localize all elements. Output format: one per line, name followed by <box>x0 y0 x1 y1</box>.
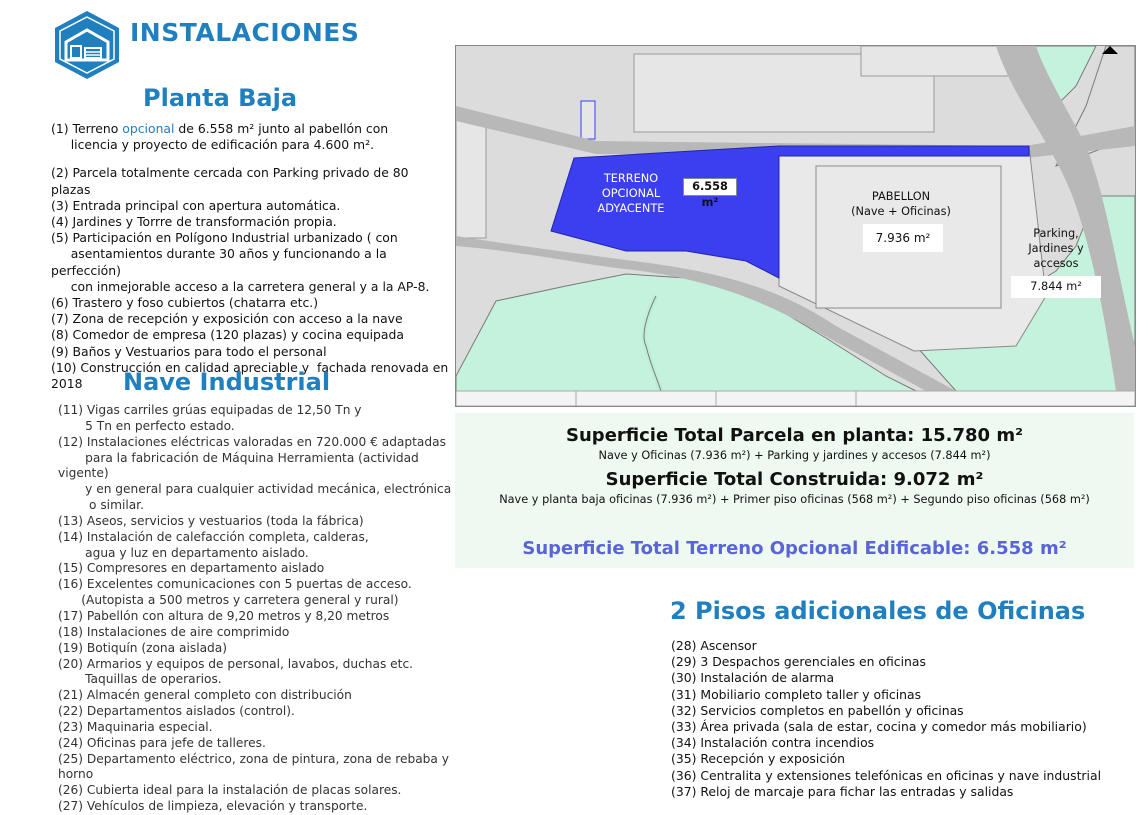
pabellon-label: PABELLON (Nave + Oficinas) <box>851 190 951 218</box>
building <box>581 101 595 139</box>
title-block <box>456 391 1135 406</box>
list-item: (1) Terreno opcional de 6.558 m² junto al pabellón con licencia y proyecto de edificación para 4.600 m². <box>51 121 389 153</box>
parcela-detail: Nave y Oficinas (7.936 m²) + Parking y jardines y accesos (7.844 m²) <box>598 449 991 462</box>
planta-baja-list <box>51 121 451 392</box>
pisos-title: 2 Pisos adicionales de Oficinas <box>670 597 1086 625</box>
construida-total: Superficie Total Construida: 9.072 m² <box>605 469 984 490</box>
list-item: (32) Servicios completos en pabellón y oficinas <box>671 702 964 718</box>
terreno-area: 6.558 m² <box>683 178 737 196</box>
list-item: (10) Construcción en calidad apreciable y fachada renovada en 2018 <box>51 359 453 392</box>
list-item: (30) Instalación de alarma <box>671 670 835 686</box>
list-item: (29) 3 Despachos gerenciales en oficinas <box>671 654 926 670</box>
list-item: (4) Jardines y Torrre de transformación propia. <box>51 214 337 230</box>
list-item: (21) Almacén general completo con distribución <box>58 688 352 703</box>
optional-highlight: opcional <box>122 121 175 136</box>
surface-stats <box>455 413 1134 568</box>
list-item: (37) Reloj de marcaje para fichar las entradas y salidas <box>671 783 1014 799</box>
parking-label: Parking, Jardines y accesos <box>1028 227 1084 270</box>
list-item: (28) Ascensor <box>671 638 757 653</box>
pabellon-area: 7.936 m² <box>863 224 943 252</box>
list-item: (33) Área privada (sala de estar, cocina y comedor más mobiliario) <box>671 719 1087 735</box>
list-item: (19) Botiquín (zona aislada) <box>58 640 228 655</box>
parcela-total: Superficie Total Parcela en planta: 15.780 m² <box>566 425 1023 446</box>
planta-baja-title: Planta Baja <box>143 84 298 112</box>
list-item: (16) Excelentes comunicaciones con 5 puertas de acceso. (Autopista a 500 metros y carretera general y rural) <box>58 577 412 608</box>
list-item: (22) Departamentos aislados (control). <box>58 704 295 719</box>
list-item: (20) Armarios y equipos de personal, lavabos, duchas etc. Taquillas de operarios. <box>58 656 414 687</box>
list-item: (11) Vigas carriles grúas equipadas de 12,50 Tn y 5 Tn en perfecto estado. <box>58 403 362 433</box>
list-item: (35) Recepción y exposición <box>671 751 846 767</box>
building <box>456 118 486 238</box>
building <box>861 46 1021 76</box>
list-item: (6) Trastero y foso cubiertos (chatarra etc.) <box>51 295 319 311</box>
page-title: INSTALACIONES <box>130 18 360 47</box>
terreno-label: TERRENO OPCIONAL ADYACENTE <box>597 172 665 215</box>
list-item: (15) Compresores en departamento aislado <box>58 561 325 576</box>
warehouse-icon <box>52 10 122 80</box>
list-item: (31) Mobiliario completo taller y oficinas <box>671 686 922 702</box>
list-item: (13) Aseos, servicios y vestuarios (toda la fábrica) <box>58 513 364 528</box>
list-item: (23) Maquinaria especial. <box>58 719 213 734</box>
nave-industrial-list <box>58 403 458 815</box>
list-item: (3) Entrada principal con apertura automática. <box>51 197 341 213</box>
list-item: (17) Pabellón con altura de 9,20 metros y 8,20 metros <box>58 608 390 623</box>
pisos-list <box>671 638 1141 800</box>
list-item: (7) Zona de recepción y exposición con acceso a la nave <box>51 311 403 327</box>
list-item: (5) Participación en Polígono Industrial urbanizado ( con asentamientos durante 30 años y funcionando a la perfección) con inmejorable acceso a la carretera general y a la AP-8. <box>51 230 430 294</box>
list-item: (18) Instalaciones de aire comprimido <box>58 624 290 639</box>
list-item: (12) Instalaciones eléctricas valoradas en 720.000 € adaptadas para la fabricación de Máquina Herramienta (actividad vigente) y en general para cualquier actividad mecánica, electrónica o similar. <box>58 434 452 513</box>
opcional-total: Superficie Total Terreno Opcional Edificable: 6.558 m² <box>522 538 1067 559</box>
construida-detail: Nave y planta baja oficinas (7.936 m²) + Primer piso oficinas (568 m²) + Segundo piso oficinas (568 m²) <box>499 493 1090 506</box>
site-plan-map <box>455 45 1136 407</box>
list-item: (26) Cubierta ideal para la instalación de placas solares. <box>58 783 402 798</box>
list-item: (14) Instalación de calefacción completa, calderas, agua y luz en departamento aislado. <box>58 529 369 560</box>
list-item: (25) Departamento eléctrico, zona de pintura, zona de rebaba y horno <box>58 751 453 782</box>
list-item: (9) Baños y Vestuarios para todo el personal <box>51 343 327 359</box>
list-item: (34) Instalación contra incendios <box>671 735 875 751</box>
nave-industrial-title: Nave Industrial <box>123 368 331 396</box>
parking-area: 7.844 m² <box>1011 276 1101 298</box>
list-item: (36) Centralita y extensiones telefónicas en oficinas y nave industrial <box>671 767 1102 783</box>
list-item: (8) Comedor de empresa (120 plazas) y cocina equipada <box>51 327 404 343</box>
list-item: (2) Parcela totalmente cercada con Parking privado de 80 plazas <box>51 165 413 197</box>
list-item: (27) Vehículos de limpieza, elevación y transporte. <box>58 799 368 814</box>
list-item: (24) Oficinas para jefe de talleres. <box>58 735 266 750</box>
